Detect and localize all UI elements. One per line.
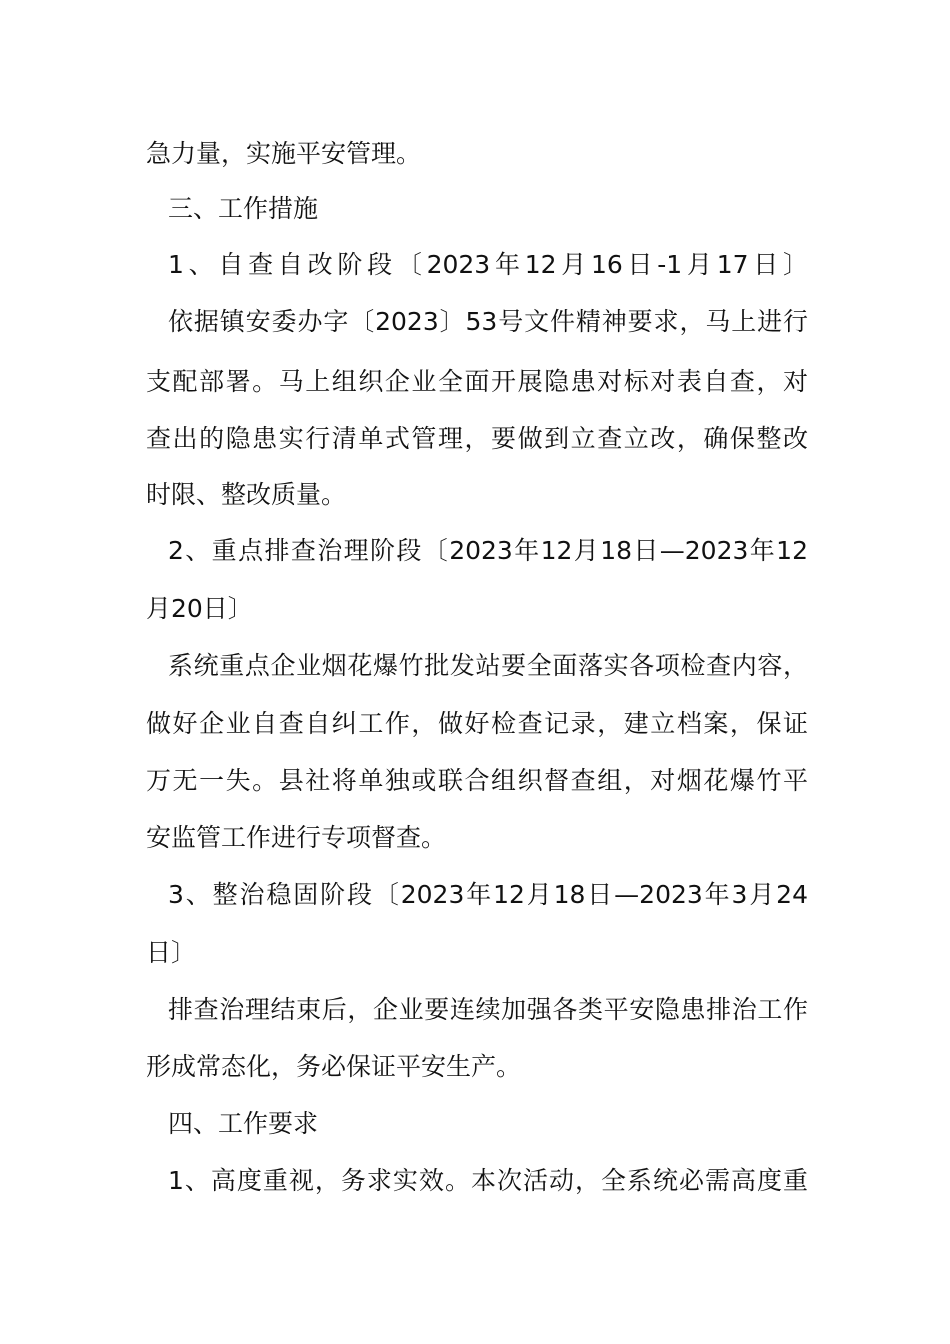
text-line: 日〕 [146, 938, 197, 967]
text-line: 排查治理结束后，企业要连续加强各类平安隐患排治工作 [168, 995, 808, 1024]
text-line: 万无一失。县社将单独或联合组织督查组，对烟花爆竹平 [146, 766, 808, 795]
subsection-heading: 2、重点排查治理阶段〔2023年12月18日—2023年12 [168, 536, 808, 565]
text-line: 急力量，实施平安管理。 [146, 139, 422, 168]
section-heading: 三、工作措施 [168, 194, 319, 223]
text-line: 形成常态化，务必保证平安生产。 [146, 1052, 522, 1081]
text-line: 时限、整改质量。 [146, 480, 347, 509]
subsection-heading: 1、自查自改阶段〔2023年12月16日-1月17日〕 [168, 250, 808, 279]
text-line: 安监管工作进行专项督查。 [146, 823, 447, 852]
text-line: 系统重点企业烟花爆竹批发站要全面落实各项检查内容， [168, 651, 808, 680]
section-heading: 四、工作要求 [168, 1109, 319, 1138]
text-line: 查出的隐患实行清单式管理，要做到立查立改，确保整改 [146, 424, 808, 453]
text-line: 支配部署。马上组织企业全面开展隐患对标对表自查，对 [146, 367, 808, 396]
subsection-heading: 3、整治稳固阶段〔2023年12月18日—2023年3月24 [168, 880, 808, 909]
text-line: 做好企业自查自纠工作，做好检查记录，建立档案，保证 [146, 709, 808, 738]
text-line: 依据镇安委办字〔2023〕53号文件精神要求，马上进行 [168, 307, 808, 336]
subsection-heading: 1、高度重视，务求实效。本次活动，全系统必需高度重 [168, 1166, 808, 1195]
text-line: 月20日〕 [146, 594, 253, 623]
